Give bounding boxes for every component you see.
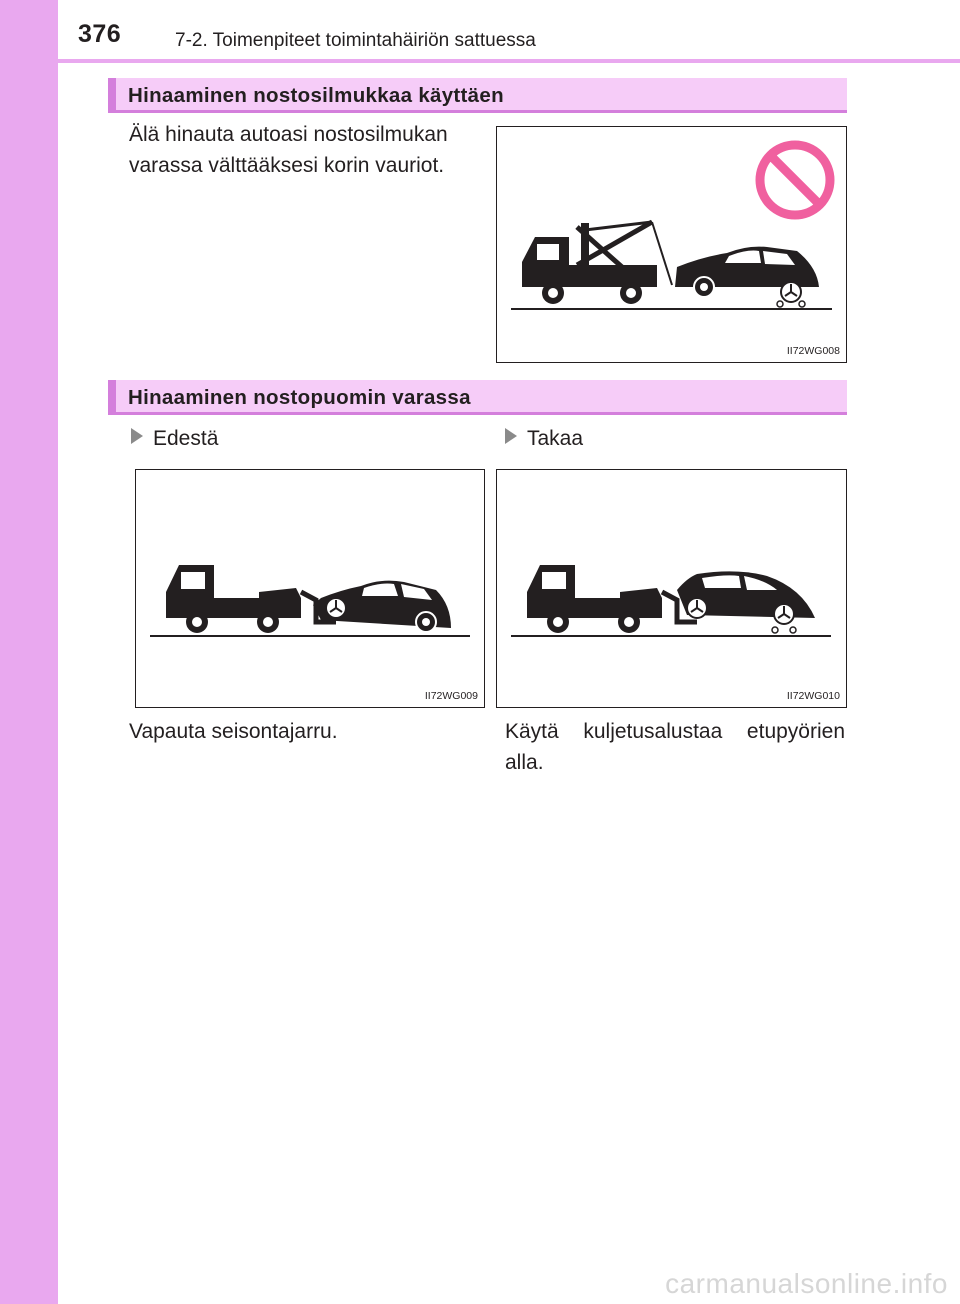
- figure-code: II72WG010: [786, 690, 840, 702]
- bullet-rear: [505, 427, 583, 451]
- section-heading-label: Hinaaminen nostosilmukkaa käyttäen: [128, 84, 504, 107]
- chapter-title: 7-2. Toimenpiteet toimintahäiriön sattuessa: [175, 30, 536, 51]
- figure-code: II72WG008: [786, 345, 840, 357]
- bullet-rear-label: Takaa: [527, 427, 584, 450]
- figure-tow-from-front: [135, 469, 485, 708]
- figure-towing-eyelet: [496, 126, 847, 363]
- figure-tow-from-rear: [496, 469, 847, 708]
- front-tow-caption: Vapauta seisontajarru.: [129, 720, 338, 743]
- section-heading-label: Hinaaminen nostopuomin varassa: [128, 386, 471, 409]
- tow-from-rear-illustration: [497, 470, 848, 709]
- towing-eyelet-warning-text: Älä hinauta autoasi nostosilmukan varassa välttääksesi korin vauriot.: [129, 123, 448, 177]
- section-heading-towing-eyelet: [108, 78, 847, 113]
- bullet-triangle-icon: [131, 428, 143, 444]
- side-color-bar: [0, 0, 58, 1304]
- watermark: carmanualsonline.info: [665, 1268, 948, 1299]
- figure-code: II72WG009: [424, 690, 478, 702]
- bullet-front-label: Edestä: [153, 427, 219, 450]
- header-rule: [58, 59, 960, 63]
- bullet-front: [131, 427, 218, 451]
- prohibition-icon: [760, 145, 830, 215]
- bullet-triangle-icon: [505, 428, 517, 444]
- tow-truck-prohibited-illustration: [497, 127, 848, 364]
- tow-from-front-illustration: [136, 470, 486, 709]
- page-number: 376: [78, 20, 122, 48]
- rear-tow-caption: Käytä kuljetusalustaa etupyörien alla.: [505, 720, 845, 774]
- section-heading-wheel-lift: [108, 380, 847, 415]
